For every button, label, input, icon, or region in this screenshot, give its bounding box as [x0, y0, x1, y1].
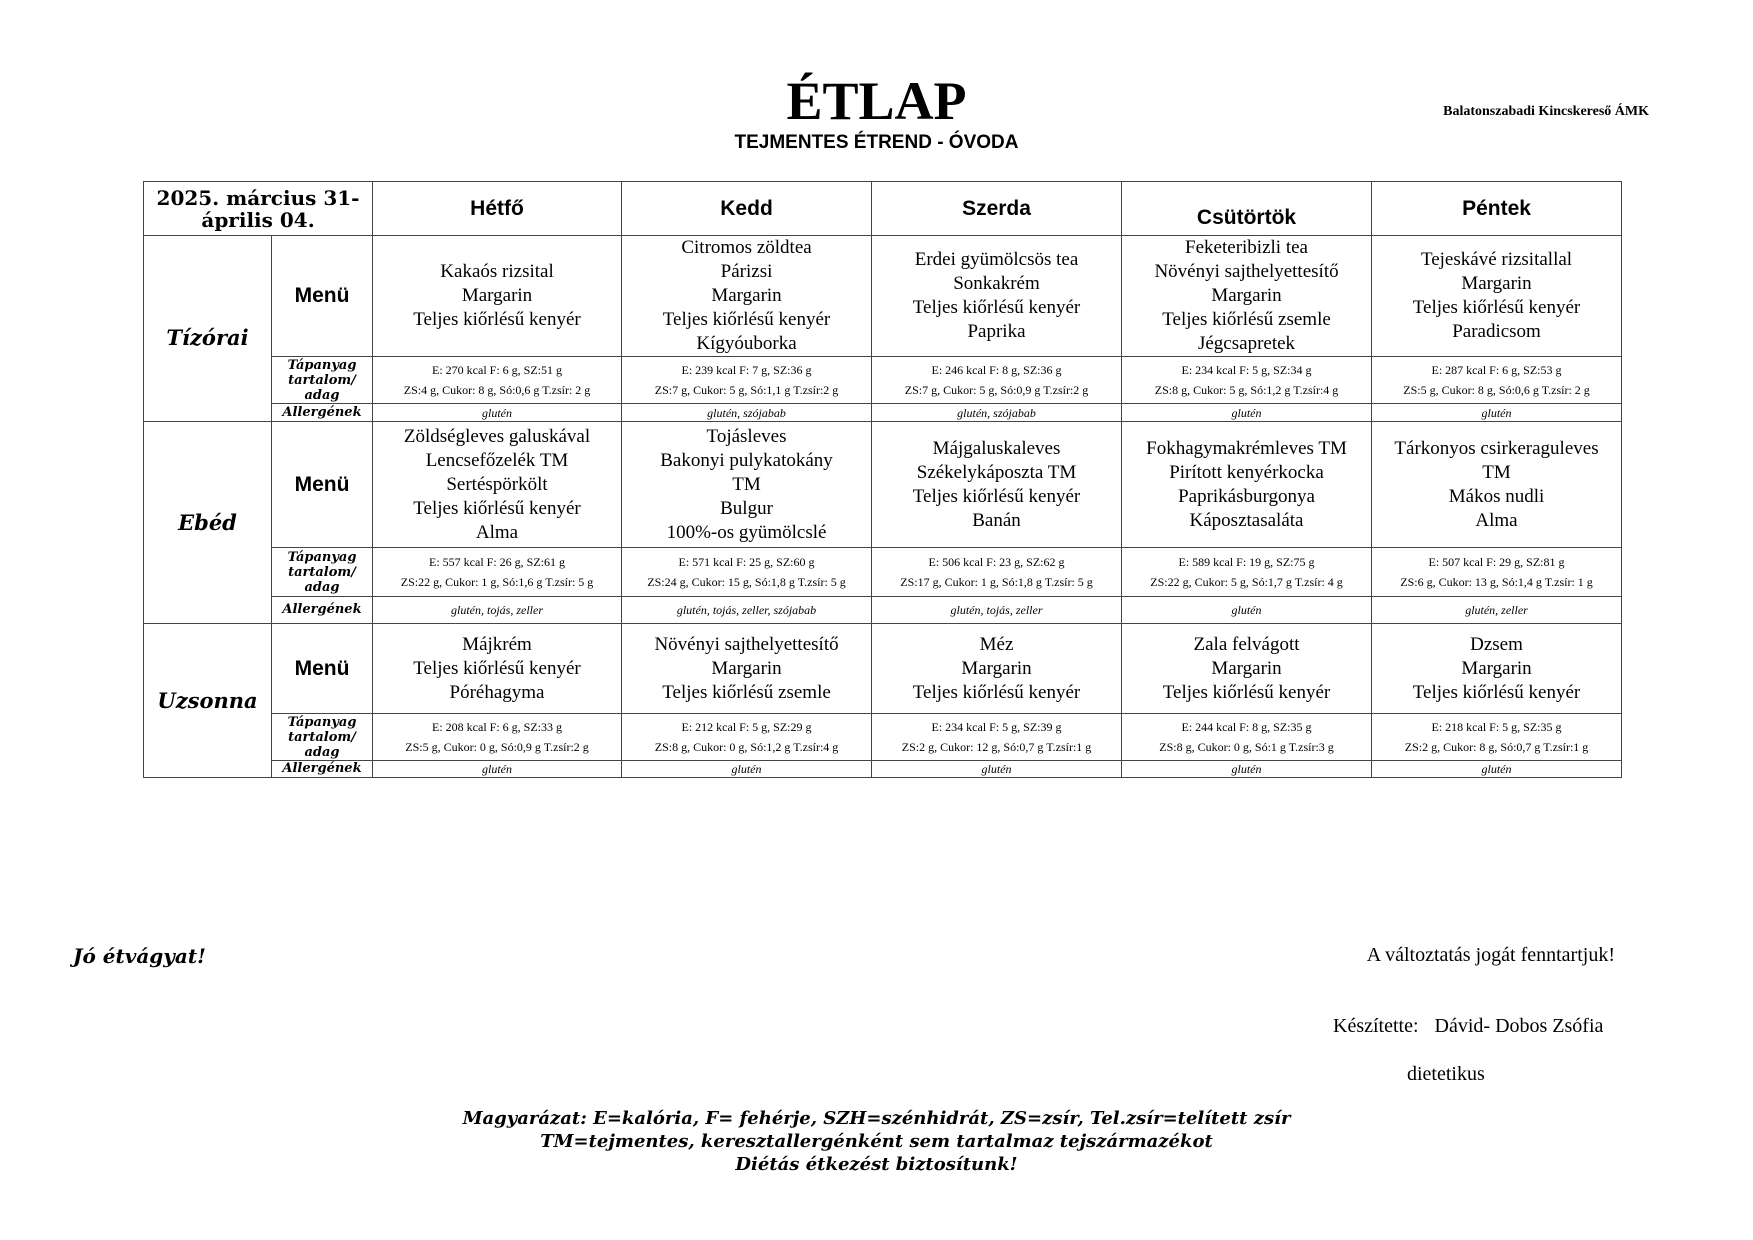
meal-name-cell: [144, 624, 272, 778]
nutrition-label-line: tartalom/: [288, 372, 356, 388]
nutrition-value: ZS:8 g, Cukor: 5 g, Só:1,2 g T.zsír:4 g: [1154, 383, 1339, 397]
dish-name: Teljes kiőrlésű kenyér: [413, 497, 581, 519]
nutrition-label-line: adag: [304, 579, 340, 595]
nutrition-value: E: 246 kcal F: 8 g, SZ:36 g: [931, 363, 1062, 377]
nutrition-value: E: 208 kcal F: 6 g, SZ:33 g: [432, 720, 563, 734]
legend-notes: [0, 1107, 1753, 1176]
nutrition-cell: [1372, 357, 1622, 404]
dish-name: Sonkakrém: [953, 273, 1040, 294]
allergen-row: [144, 597, 1622, 624]
dish-name: Kígyóuborka: [696, 333, 797, 354]
dish-name: Növényi sajthelyettesítő: [654, 633, 839, 655]
day-header-wednesday: Szerda: [872, 182, 1122, 236]
meal-name-cell: [144, 236, 272, 422]
nutrition-cell: [373, 714, 622, 761]
allergen-cell: glutén: [1372, 761, 1622, 778]
dish-name: Teljes kiőrlésű kenyér: [413, 657, 581, 679]
nutrition-value: ZS:7 g, Cukor: 5 g, Só:0,9 g T.zsír:2 g: [904, 383, 1089, 397]
meal-name: Uzsonna: [157, 688, 258, 713]
dish-name: 100%-os gyümölcslé: [666, 521, 827, 543]
nutrition-cell: [872, 548, 1122, 597]
nutrition-value: ZS:4 g, Cukor: 8 g, Só:0,6 g T.zsír: 2 g: [403, 383, 591, 397]
dish-name: Teljes kiőrlésű zsemle: [1162, 309, 1331, 330]
nutrition-cell: [373, 548, 622, 597]
legend-line: TM=tejmentes, keresztallergénként sem tartalmaz tejszármazékot: [540, 1131, 1213, 1152]
allergen-cell: glutén: [622, 761, 872, 778]
dish-name: Zala felvágott: [1193, 633, 1300, 655]
dish-name: Teljes kiőrlésű kenyér: [1162, 681, 1331, 703]
dish-name: Növényi sajthelyettesítő: [1154, 261, 1339, 282]
dish-name: Margarin: [961, 657, 1032, 679]
author-name: Dávid- Dobos Zsófia: [1434, 1015, 1604, 1037]
allergen-label: Allergének: [272, 761, 373, 778]
date-range-line: 2025. március 31-: [156, 185, 360, 210]
greeting-text: Jó étvágyat!: [73, 944, 206, 968]
dish-cell: [872, 624, 1122, 714]
dish-name: TM: [1482, 461, 1511, 483]
nutrition-value: E: 244 kcal F: 8 g, SZ:35 g: [1181, 720, 1312, 734]
menu-label: Menü: [272, 236, 373, 357]
nutrition-label: [272, 357, 373, 404]
dish-name: Erdei gyümölcsös tea: [914, 249, 1079, 270]
dish-name: Paprikásburgonya: [1178, 485, 1315, 507]
menu-label: Menü: [272, 624, 373, 714]
nutrition-cell: [622, 357, 872, 404]
dish-name: Teljes kiőrlésű kenyér: [912, 485, 1081, 507]
menu-row: [144, 422, 1622, 548]
dish-name: Teljes kiőrlésű kenyér: [1412, 297, 1581, 318]
dish-name: Teljes kiőrlésű kenyér: [662, 309, 831, 330]
nutrition-cell: [872, 357, 1122, 404]
dish-name: Lencsefőzelék TM: [425, 449, 569, 471]
nutrition-cell: [622, 548, 872, 597]
nutrition-label-line: adag: [304, 387, 340, 403]
nutrition-value: ZS:8 g, Cukor: 0 g, Só:1 g T.zsír:3 g: [1159, 740, 1334, 754]
allergen-cell: glutén, tojás, zeller, szójabab: [622, 597, 872, 624]
legend-line: Magyarázat: E=kalória, F= fehérje, SZH=szénhidrát, ZS=zsír, Tel.zsír=telített zsír: [462, 1108, 1291, 1129]
dish-name: Tárkonyos csirkeraguleves: [1394, 437, 1599, 459]
dish-name: Májkrém: [462, 633, 532, 655]
dish-name: Margarin: [1211, 657, 1282, 679]
legend-line: Diétás étkezést biztosítunk!: [735, 1154, 1018, 1175]
dish-cell: [1372, 624, 1622, 714]
day-header-thursday: Csütörtök: [1122, 182, 1372, 236]
nutrition-value: E: 287 kcal F: 6 g, SZ:53 g: [1431, 363, 1562, 377]
day-header-friday: Péntek: [1372, 182, 1622, 236]
nutrition-value: E: 506 kcal F: 23 g, SZ:62 g: [928, 555, 1065, 569]
dish-name: Banán: [972, 509, 1021, 531]
dish-name: Margarin: [1461, 273, 1532, 294]
date-range: [144, 182, 373, 236]
dish-name: Pirított kenyérkocka: [1169, 461, 1324, 483]
nutrition-value: E: 270 kcal F: 6 g, SZ:51 g: [432, 363, 563, 377]
nutrition-cell: [622, 714, 872, 761]
allergen-cell: glutén: [1122, 597, 1372, 624]
allergen-cell: glutén, tojás, zeller: [373, 597, 622, 624]
allergen-row: [144, 404, 1622, 422]
nutrition-row: [144, 357, 1622, 404]
allergen-cell: glutén: [872, 761, 1122, 778]
dish-name: Margarin: [711, 285, 782, 306]
dish-name: Párizsi: [720, 261, 773, 282]
nutrition-cell: [1122, 357, 1372, 404]
dish-name: TM: [732, 473, 761, 495]
author-line: [1333, 1015, 1603, 1038]
nutrition-label-line: tartalom/: [288, 564, 356, 580]
dish-name: Citromos zöldtea: [681, 237, 812, 258]
nutrition-value: ZS:8 g, Cukor: 0 g, Só:1,2 g T.zsír:4 g: [654, 740, 839, 754]
nutrition-value: E: 239 kcal F: 7 g, SZ:36 g: [681, 363, 812, 377]
dish-name: Bulgur: [720, 497, 773, 519]
author-role: dietetikus: [1407, 1063, 1485, 1085]
dish-cell: [373, 624, 622, 714]
allergen-cell: glutén, szójabab: [872, 404, 1122, 422]
dish-name: Teljes kiőrlésű kenyér: [912, 297, 1081, 318]
nutrition-value: ZS:6 g, Cukor: 13 g, Só:1,4 g T.zsír: 1 g: [1400, 575, 1593, 589]
allergen-cell: glutén: [1372, 404, 1622, 422]
dish-name: Káposztasaláta: [1189, 509, 1304, 531]
dish-name: Székelykáposzta TM: [916, 461, 1077, 483]
dish-name: Alma: [1475, 509, 1518, 531]
dish-name: Póréhagyma: [449, 681, 545, 703]
dish-cell: [1372, 422, 1622, 548]
header-row: [144, 182, 1622, 236]
dish-cell: [872, 422, 1122, 548]
rights-notice: A változtatás jogát fenntartjuk!: [1366, 944, 1615, 966]
menu-label: Menü: [272, 422, 373, 548]
dish-name: Dzsem: [1470, 633, 1523, 655]
dish-name: Bakonyi pulykatokány: [660, 449, 833, 471]
nutrition-value: E: 571 kcal F: 25 g, SZ:60 g: [678, 555, 815, 569]
nutrition-value: ZS:7 g, Cukor: 5 g, Só:1,1 g T.zsír:2 g: [654, 383, 839, 397]
nutrition-value: ZS:5 g, Cukor: 0 g, Só:0,9 g T.zsír:2 g: [405, 740, 589, 754]
nutrition-value: ZS:17 g, Cukor: 1 g, Só:1,8 g T.zsír: 5 g: [900, 575, 1093, 589]
day-header-tuesday: Kedd: [622, 182, 872, 236]
nutrition-row: [144, 548, 1622, 597]
dish-name: Kakaós rizsital: [440, 261, 554, 282]
nutrition-label-line: Tápanyag: [287, 357, 357, 373]
menu-row: [144, 624, 1622, 714]
dish-name: Margarin: [461, 285, 533, 306]
nutrition-cell: [1122, 548, 1372, 597]
dish-cell: [373, 422, 622, 548]
dish-name: Feketeribizli tea: [1185, 237, 1308, 258]
nutrition-value: E: 218 kcal F: 5 g, SZ:35 g: [1431, 720, 1562, 734]
dish-name: Teljes kiőrlésű kenyér: [1412, 681, 1581, 703]
nutrition-cell: [1372, 714, 1622, 761]
dish-name: Margarin: [1211, 285, 1282, 306]
menu-table-body: [144, 182, 1622, 778]
nutrition-label: [272, 714, 373, 761]
nutrition-row: [144, 714, 1622, 761]
dish-name: Májgaluskaleves: [932, 437, 1061, 459]
dish-cell: [373, 236, 622, 357]
dish-name: Paprika: [967, 321, 1026, 342]
dish-name: Méz: [979, 633, 1014, 655]
date-range-line: április 04.: [201, 207, 315, 232]
allergen-cell: glutén: [1122, 404, 1372, 422]
allergen-label: Allergének: [272, 404, 373, 422]
nutrition-cell: [373, 357, 622, 404]
day-header-monday: Hétfő: [373, 182, 622, 236]
dish-name: Mákos nudli: [1448, 485, 1545, 507]
nutrition-value: ZS:2 g, Cukor: 12 g, Só:0,7 g T.zsír:1 g: [901, 740, 1092, 754]
dish-name: Paradicsom: [1452, 321, 1541, 342]
weekly-menu-table: [143, 181, 1622, 778]
meal-name-cell: [144, 422, 272, 624]
meal-name: Ebéd: [178, 510, 237, 535]
dish-name: Jégcsapretek: [1197, 333, 1296, 354]
nutrition-value: E: 212 kcal F: 5 g, SZ:29 g: [681, 720, 812, 734]
nutrition-value: ZS:2 g, Cukor: 8 g, Só:0,7 g T.zsír:1 g: [1404, 740, 1589, 754]
nutrition-cell: [1372, 548, 1622, 597]
nutrition-value: E: 234 kcal F: 5 g, SZ:39 g: [931, 720, 1062, 734]
allergen-cell: glutén, szójabab: [622, 404, 872, 422]
nutrition-value: E: 557 kcal F: 26 g, SZ:61 g: [429, 555, 566, 569]
nutrition-cell: [872, 714, 1122, 761]
author-label: Készítette:: [1333, 1015, 1419, 1037]
organization-name: Balatonszabadi Kincskereső ÁMK: [1443, 104, 1649, 119]
nutrition-value: E: 507 kcal F: 29 g, SZ:81 g: [1428, 555, 1565, 569]
dish-name: Margarin: [1461, 657, 1532, 679]
dish-cell: [1122, 624, 1372, 714]
menu-row: [144, 236, 1622, 357]
dish-name: Teljes kiőrlésű kenyér: [912, 681, 1081, 703]
nutrition-value: ZS:22 g, Cukor: 1 g, Só:1,6 g T.zsír: 5 g: [400, 575, 594, 589]
page-subtitle: TEJMENTES ÉTREND - ÓVODA: [734, 132, 1019, 153]
allergen-cell: glutén: [1122, 761, 1372, 778]
nutrition-label-line: adag: [304, 744, 340, 760]
page-title: ÉTLAP: [786, 71, 967, 131]
dish-name: Margarin: [711, 657, 782, 679]
dish-name: Tojásleves: [706, 425, 787, 447]
dish-name: Sertéspörkölt: [446, 473, 548, 495]
nutrition-value: E: 589 kcal F: 19 g, SZ:75 g: [1178, 555, 1315, 569]
dish-cell: [872, 236, 1122, 357]
nutrition-label: [272, 548, 373, 597]
dish-name: Tejeskávé rizsitallal: [1420, 249, 1573, 270]
allergen-cell: glutén: [373, 761, 622, 778]
nutrition-value: ZS:24 g, Cukor: 15 g, Só:1,8 g T.zsír: 5 g: [647, 575, 846, 589]
allergen-row: [144, 761, 1622, 778]
dish-cell: [622, 422, 872, 548]
dish-cell: [622, 624, 872, 714]
nutrition-label-line: tartalom/: [288, 729, 356, 745]
dish-name: Teljes kiőrlésű kenyér: [413, 309, 581, 330]
dish-name: Zöldségleves galuskával: [403, 425, 591, 447]
dish-name: Teljes kiőrlésű zsemle: [662, 681, 831, 703]
nutrition-value: ZS:22 g, Cukor: 5 g, Só:1,7 g T.zsír: 4 g: [1150, 575, 1343, 589]
dish-cell: [622, 236, 872, 357]
dish-cell: [1372, 236, 1622, 357]
dish-cell: [1122, 236, 1372, 357]
nutrition-label-line: Tápanyag: [287, 549, 357, 565]
nutrition-value: E: 234 kcal F: 5 g, SZ:34 g: [1181, 363, 1312, 377]
dish-name: Alma: [475, 521, 519, 543]
dish-cell: [1122, 422, 1372, 548]
nutrition-label-line: Tápanyag: [287, 714, 357, 730]
allergen-cell: glutén, tojás, zeller: [872, 597, 1122, 624]
meal-name: Tízórai: [166, 325, 249, 350]
allergen-cell: glutén: [373, 404, 622, 422]
dish-name: Fokhagymakrémleves TM: [1146, 437, 1347, 459]
nutrition-value: ZS:5 g, Cukor: 8 g, Só:0,6 g T.zsír: 2 g: [1403, 383, 1590, 397]
allergen-label: Allergének: [272, 597, 373, 624]
allergen-cell: glutén, zeller: [1372, 597, 1622, 624]
nutrition-cell: [1122, 714, 1372, 761]
